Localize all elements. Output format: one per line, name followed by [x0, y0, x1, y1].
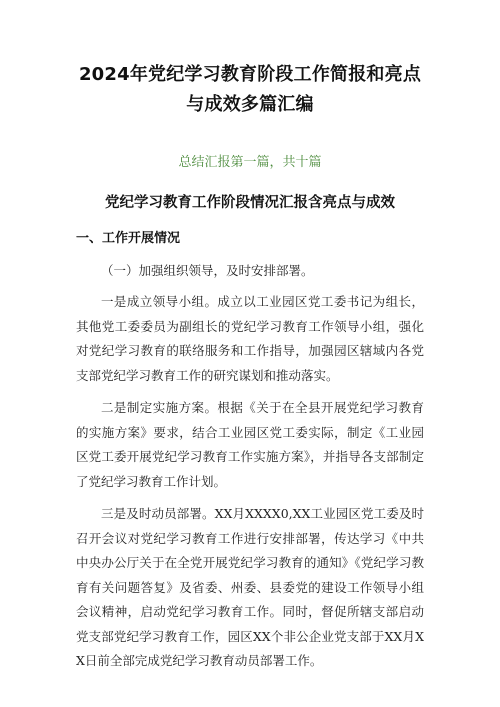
heading-level2: （一）加强组织领导，及时安排部署。 [101, 263, 314, 278]
body-paragraph-2: 二是制定实施方案。根据《关于在全县开展党纪学习教育的实施方案》要求，结合工业园区党工委实际，制定《工业园区党工委开展党纪学习教育工作实施方案》，并指导各支部制定了党纪学习教育工作计划。 [76, 400, 424, 489]
series-label: 总结汇报第一篇，共十篇 [178, 155, 322, 170]
body-paragraph-3: 三是及时动员部署。XX月XXXX0,XX工业园区党工委及时召开会议对党纪学习教育工作进行安排部署，传达学习《中共中央办公厅关于在全党开展党纪学习教育的通知》《党纪学习教育有关问题答复》及省委、州委、县委党的建设工作领导小组会议精神，启动党纪学习教育工作。同时，督促所辖支部启动党支部党纪学习教育工作，园区XX个非公企业党支部于XX月XX日前全部完成党纪学习教育动员部署工作。 [76, 506, 424, 668]
document-title [76, 60, 424, 120]
document-title-line1: 2024年党纪学习教育阶段工作简报和亮点 [78, 64, 422, 85]
section-title: 党纪学习教育工作阶段情况汇报含亮点与成效 [105, 195, 395, 211]
heading-level1: 一、工作开展情况 [76, 231, 181, 246]
body-paragraph-1: 一是成立领导小组。成立以工业园区党工委书记为组长，其他党工委委员为副组长的党纪学习教育工作领导小组，强化对党纪学习教育的联络服务和工作指导，加强园区辖域内各党支部党纪学习教育工作的研究谋划和推动落实。 [76, 294, 424, 383]
document-title-line2: 与成效多篇汇编 [186, 94, 314, 115]
